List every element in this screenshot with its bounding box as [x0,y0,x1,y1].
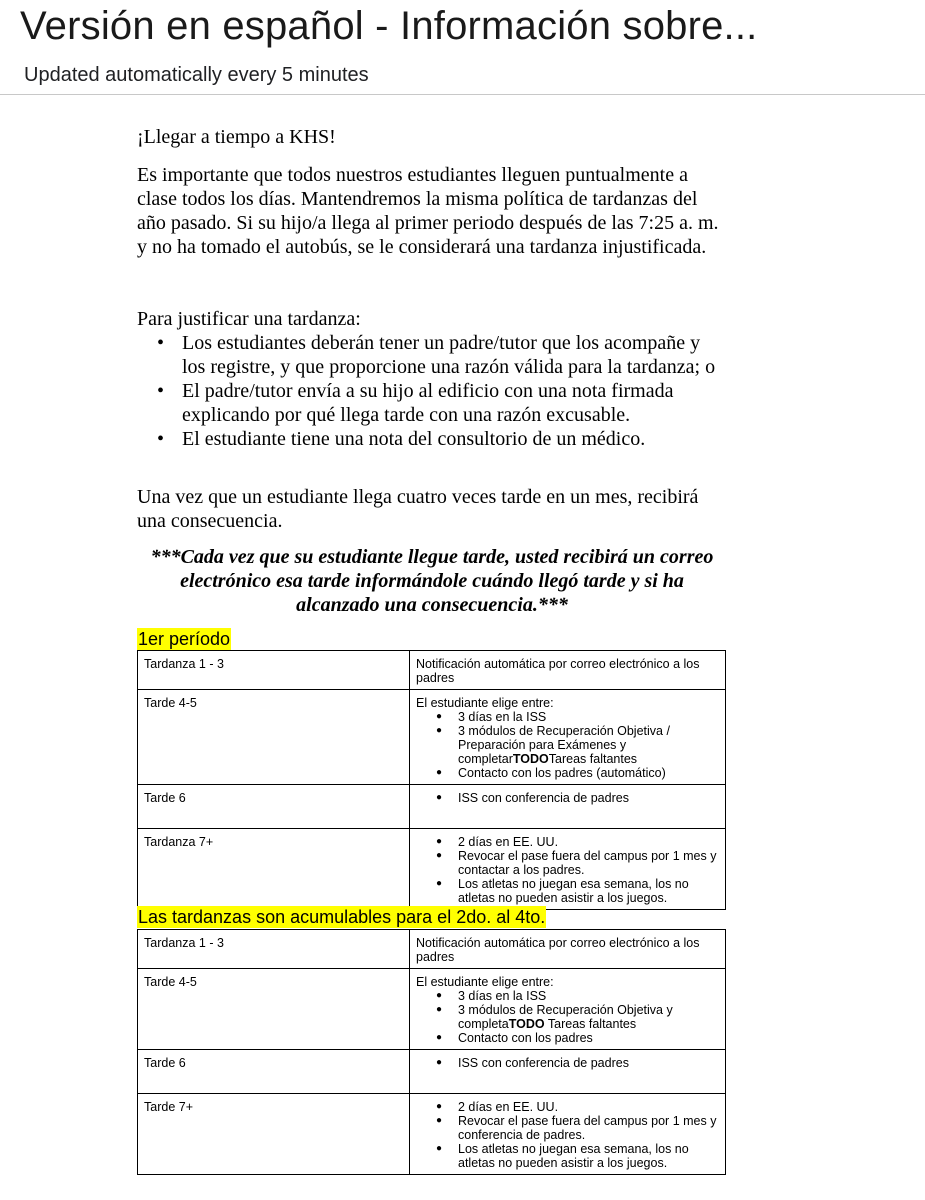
item-text: Tareas faltantes [548,752,638,766]
table-cell: Tardanza 7+ [138,829,410,910]
cell-intro: El estudiante elige entre: [416,975,554,989]
update-status: Updated automatically every 5 minutes [24,64,369,86]
list-item: ● Los atletas no juegan esa semana, los no atletas no pueden asistir a los juegos. [416,1142,719,1170]
item-text: 3 módulos de Recuperación Objetiva / Preparación para Exámenes y completar [458,724,670,766]
list-item: ● Revocar el pase fuera del campus por 1 mes y conferencia de padres. [416,1114,719,1142]
table-cell: Tarde 4-5 [138,690,410,785]
cell-list [416,710,719,780]
list-item: • El padre/tutor envía a su hijo al edificio con una nota firmada explicando por qué llega tarde con una razón excusable. [137,379,727,427]
table-cell: Tarde 7+ [138,1094,410,1175]
section-label-first-period: 1er período [138,629,231,649]
justify-list [137,331,727,451]
table-cell [410,785,726,829]
list-item: ● Revocar el pase fuera del campus por 1 mes y contactar a los padres. [416,849,719,877]
list-item: ● 2 días en EE. UU. [416,835,719,849]
cell-list [416,989,719,1045]
table-cell: Tardanza 1 - 3 [138,651,410,690]
table-row [138,651,726,690]
table-cell: Notificación automática por correo electrónico a los padres [410,930,726,969]
table-cell [410,1050,726,1094]
list-item: ● ISS con conferencia de padres [416,791,719,805]
table-row [138,930,726,969]
list-item [416,1003,719,1031]
table-cell [410,969,726,1050]
item-emphasis: TODO [512,752,549,766]
list-item: ● 3 días en la ISS [416,710,719,724]
list-item: • El estudiante tiene una nota del consultorio de un médico. [137,427,727,451]
table-cell: Tarde 4-5 [138,969,410,1050]
list-item: ● Contacto con los padres (automático) [416,766,719,780]
table-cell: Tarde 6 [138,1050,410,1094]
table-cell: Tardanza 1 - 3 [138,930,410,969]
list-item: ● 2 días en EE. UU. [416,1100,719,1114]
list-item: ● Contacto con los padres [416,1031,719,1045]
table-row [138,829,726,910]
item-text: 3 módulos de Recuperación Objetiva y completa [458,1003,673,1031]
section-label-cumulative: Las tardanzas son acumulables para el 2do. al 4to. [138,907,546,927]
email-notice: ***Cada vez que su estudiante llegue tarde, usted recibirá un correo electrónico esa tarde informándole cuándo llegó tarde y si ha alcanzado una consecuencia.*** [150,546,714,616]
item-text: Tareas faltantes [544,1017,637,1031]
intro-paragraph: Es importante que todos nuestros estudiantes lleguen puntualmente a clase todos los días. Mantendremos la misma política de tardanzas del año pasado. Si su hijo/a llega al primer periodo después de las 7:25 a. m. y no ha tomado el autobús, se le considerará una tardanza injustificada. [137,164,719,258]
table-row [138,969,726,1050]
list-item [416,724,719,766]
cell-intro: El estudiante elige entre: [416,696,554,710]
table-row [138,690,726,785]
cell-list [416,1100,719,1170]
list-item: ● Los atletas no juegan esa semana, los no atletas no pueden asistir a los juegos. [416,877,719,905]
table-cell [410,1094,726,1175]
list-item: ● 3 días en la ISS [416,989,719,1003]
list-item: • Los estudiantes deberán tener un padre/tutor que los acompañe y los registre, y que proporcione una razón válida para la tardanza; o [137,331,727,379]
cell-list [416,835,719,905]
table-row [138,1050,726,1094]
page-heading: ¡Llegar a tiempo a KHS! [137,126,336,148]
cell-list [416,1056,719,1070]
cell-list [416,791,719,805]
consequence-paragraph: Una vez que un estudiante llega cuatro veces tarde en un mes, recibirá una consecuencia. [137,486,699,532]
justify-title: Para justificar una tardanza: [137,308,361,330]
table-cell: Tarde 6 [138,785,410,829]
table-cell: Notificación automática por correo electrónico a los padres [410,651,726,690]
document-title: Versión en español - Información sobre... [20,4,758,48]
list-item: ● ISS con conferencia de padres [416,1056,719,1070]
table-row [138,1094,726,1175]
tardy-table-cumulative [137,929,726,1175]
table-cell [410,690,726,785]
tardy-table-first-period [137,650,726,910]
table-cell [410,829,726,910]
doc-header [0,0,925,95]
item-emphasis: TODO [508,1017,545,1031]
table-row [138,785,726,829]
